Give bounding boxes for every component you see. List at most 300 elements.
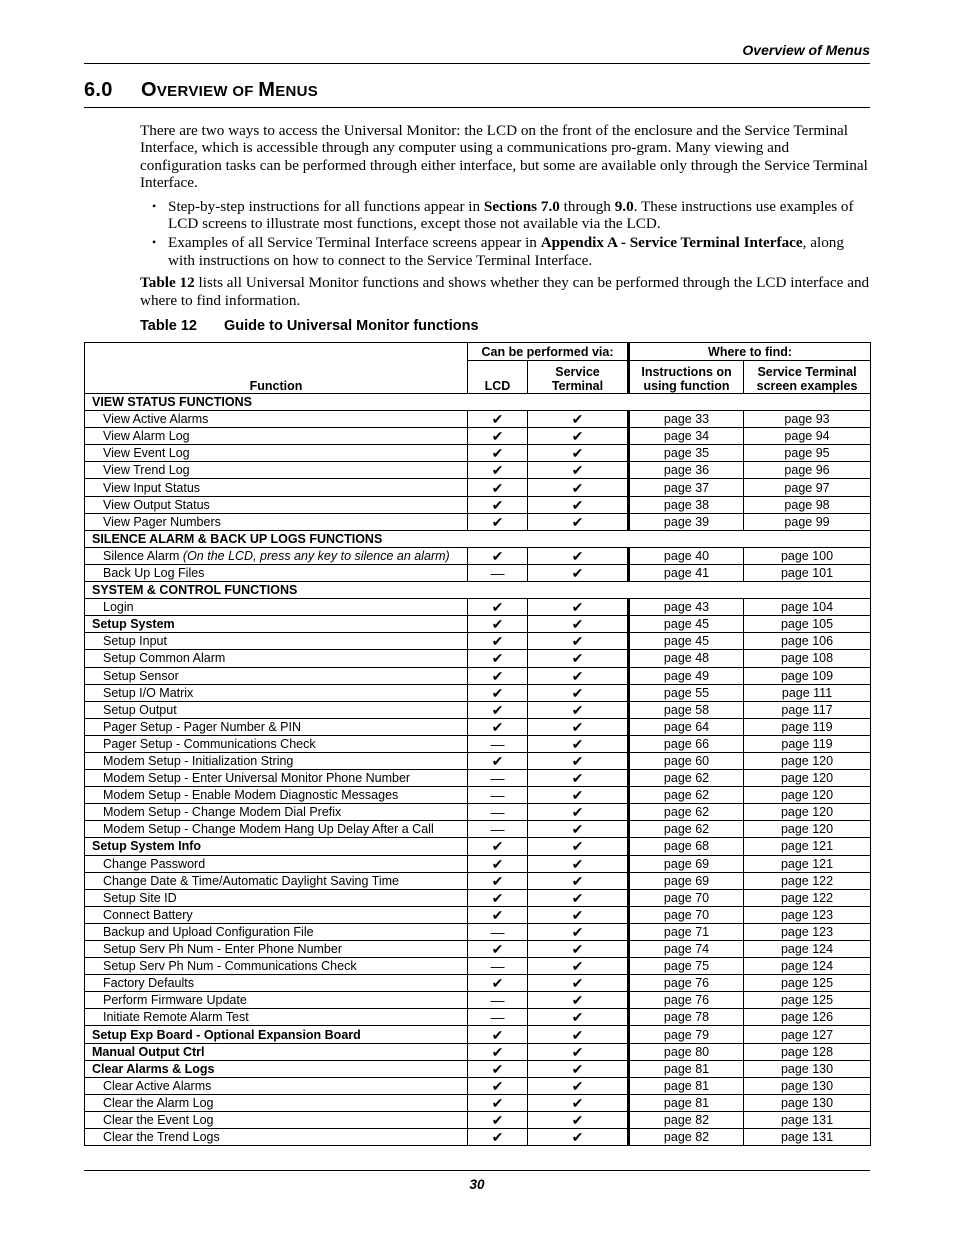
lcd-cell: — bbox=[468, 804, 528, 821]
screen-example-page-cell: page 95 bbox=[744, 445, 871, 462]
function-cell bbox=[85, 513, 468, 530]
service-terminal-cell: ✔ bbox=[528, 428, 629, 445]
instructions-page-cell: page 78 bbox=[629, 1009, 744, 1026]
instructions-page-cell: page 80 bbox=[629, 1043, 744, 1060]
table-row bbox=[85, 855, 871, 872]
header-function: Function bbox=[85, 361, 468, 394]
function-name: Setup Serv Ph Num - Enter Phone Number bbox=[103, 942, 343, 957]
bullet1-text-a: Step-by-step instructions for all functions appear in bbox=[168, 197, 484, 215]
title-rule bbox=[84, 107, 870, 108]
lcd-cell: — bbox=[468, 564, 528, 581]
header-instructions: Instructions on using function bbox=[629, 361, 744, 394]
screen-example-page-cell: page 130 bbox=[744, 1094, 871, 1111]
lcd-cell: ✔ bbox=[468, 684, 528, 701]
lcd-cell: ✔ bbox=[468, 667, 528, 684]
screen-example-page-cell: page 109 bbox=[744, 667, 871, 684]
table-row bbox=[85, 889, 871, 906]
function-name: Setup Input bbox=[103, 634, 167, 649]
screen-example-page-cell: page 131 bbox=[744, 1129, 871, 1146]
function-cell bbox=[85, 667, 468, 684]
screen-example-page-cell: page 99 bbox=[744, 513, 871, 530]
table-row bbox=[85, 1129, 871, 1146]
function-name: Setup Common Alarm bbox=[103, 651, 226, 666]
running-header: Overview of Menus bbox=[742, 42, 870, 58]
function-name: Clear Alarms & Logs bbox=[92, 1061, 215, 1076]
function-cell bbox=[85, 428, 468, 445]
screen-example-page-cell: page 131 bbox=[744, 1111, 871, 1128]
function-cell bbox=[85, 770, 468, 787]
lcd-cell: ✔ bbox=[468, 752, 528, 769]
function-name: Factory Defaults bbox=[103, 976, 195, 991]
function-cell bbox=[85, 1077, 468, 1094]
function-cell bbox=[85, 906, 468, 923]
section-row bbox=[85, 394, 871, 411]
function-cell bbox=[85, 445, 468, 462]
instructions-page-cell: page 81 bbox=[629, 1060, 744, 1077]
table-row bbox=[85, 804, 871, 821]
table-row bbox=[85, 547, 871, 564]
table-row bbox=[85, 1077, 871, 1094]
lcd-cell: — bbox=[468, 992, 528, 1009]
screen-example-page-cell: page 120 bbox=[744, 821, 871, 838]
function-name: Modem Setup - Initialization String bbox=[103, 754, 294, 769]
instructions-page-cell: page 76 bbox=[629, 975, 744, 992]
table-row bbox=[85, 872, 871, 889]
function-name: Back Up Log Files bbox=[103, 565, 205, 580]
table-row bbox=[85, 1009, 871, 1026]
instructions-page-cell: page 33 bbox=[629, 411, 744, 428]
bullet-item bbox=[140, 234, 870, 269]
instructions-page-cell: page 34 bbox=[629, 428, 744, 445]
table-caption bbox=[140, 318, 479, 334]
service-terminal-cell: ✔ bbox=[528, 564, 629, 581]
table-row bbox=[85, 1026, 871, 1043]
instructions-page-cell: page 70 bbox=[629, 906, 744, 923]
lcd-cell: ✔ bbox=[468, 1077, 528, 1094]
service-terminal-cell: ✔ bbox=[528, 599, 629, 616]
table-subheader-row bbox=[85, 361, 871, 394]
function-name: View Trend Log bbox=[103, 463, 190, 478]
screen-example-page-cell: page 128 bbox=[744, 1043, 871, 1060]
instructions-page-cell: page 45 bbox=[629, 616, 744, 633]
body-text bbox=[140, 122, 870, 309]
service-terminal-cell: ✔ bbox=[528, 1060, 629, 1077]
instructions-page-cell: page 75 bbox=[629, 958, 744, 975]
lcd-cell: ✔ bbox=[468, 1094, 528, 1111]
screen-example-page-cell: page 94 bbox=[744, 428, 871, 445]
function-cell bbox=[85, 1094, 468, 1111]
service-terminal-cell: ✔ bbox=[528, 650, 629, 667]
instructions-page-cell: page 55 bbox=[629, 684, 744, 701]
screen-example-page-cell: page 101 bbox=[744, 564, 871, 581]
function-cell bbox=[85, 889, 468, 906]
function-cell bbox=[85, 941, 468, 958]
lcd-cell: ✔ bbox=[468, 599, 528, 616]
instructions-page-cell: page 69 bbox=[629, 872, 744, 889]
lcd-cell: ✔ bbox=[468, 1026, 528, 1043]
function-name: Clear the Event Log bbox=[103, 1112, 214, 1127]
screen-example-page-cell: page 121 bbox=[744, 838, 871, 855]
lcd-cell: ✔ bbox=[468, 411, 528, 428]
instructions-page-cell: page 70 bbox=[629, 889, 744, 906]
function-name: Modem Setup - Change Modem Dial Prefix bbox=[103, 805, 342, 820]
instructions-page-cell: page 48 bbox=[629, 650, 744, 667]
lcd-cell: ✔ bbox=[468, 889, 528, 906]
function-cell bbox=[85, 1026, 468, 1043]
instructions-page-cell: page 81 bbox=[629, 1094, 744, 1111]
instructions-page-cell: page 81 bbox=[629, 1077, 744, 1094]
function-cell bbox=[85, 599, 468, 616]
service-terminal-cell: ✔ bbox=[528, 1111, 629, 1128]
table-row bbox=[85, 599, 871, 616]
function-cell bbox=[85, 1111, 468, 1128]
table-row bbox=[85, 445, 871, 462]
service-terminal-cell: ✔ bbox=[528, 616, 629, 633]
table-row bbox=[85, 958, 871, 975]
instructions-page-cell: page 58 bbox=[629, 701, 744, 718]
function-note: (On the LCD, press any key to silence an alarm) bbox=[182, 548, 450, 563]
screen-example-page-cell: page 98 bbox=[744, 496, 871, 513]
function-cell bbox=[85, 411, 468, 428]
table-row bbox=[85, 787, 871, 804]
lcd-cell: — bbox=[468, 923, 528, 940]
function-name: View Alarm Log bbox=[103, 429, 190, 444]
function-cell bbox=[85, 855, 468, 872]
intro-paragraph: There are two ways to access the Universal Monitor: the LCD on the front of the enclosure and the Service Terminal Interface, which is accessible through any computer using a communications pro-gram. Many viewing and configuration tasks can be performed through either interface, but some are available only through the Service Terminal Interface. bbox=[140, 122, 868, 192]
screen-example-page-cell: page 122 bbox=[744, 889, 871, 906]
lcd-cell: ✔ bbox=[468, 872, 528, 889]
section-title-enus: ENUS bbox=[275, 83, 319, 100]
function-name: Backup and Upload Configuration File bbox=[103, 924, 314, 939]
function-cell bbox=[85, 787, 468, 804]
table-row bbox=[85, 701, 871, 718]
service-terminal-cell: ✔ bbox=[528, 718, 629, 735]
instructions-page-cell: page 69 bbox=[629, 855, 744, 872]
function-cell bbox=[85, 992, 468, 1009]
function-cell bbox=[85, 462, 468, 479]
function-cell bbox=[85, 958, 468, 975]
function-cell bbox=[85, 616, 468, 633]
section-row bbox=[85, 530, 871, 547]
service-terminal-cell: ✔ bbox=[528, 821, 629, 838]
screen-example-page-cell: page 120 bbox=[744, 787, 871, 804]
function-name: Setup Exp Board - Optional Expansion Board bbox=[92, 1027, 361, 1042]
screen-example-page-cell: page 117 bbox=[744, 701, 871, 718]
lcd-cell: ✔ bbox=[468, 513, 528, 530]
section-heading: VIEW STATUS FUNCTIONS bbox=[85, 394, 871, 411]
instructions-page-cell: page 74 bbox=[629, 941, 744, 958]
instructions-page-cell: page 76 bbox=[629, 992, 744, 1009]
function-name: Login bbox=[103, 600, 134, 615]
table-row bbox=[85, 1060, 871, 1077]
table-row bbox=[85, 496, 871, 513]
function-name: Setup Output bbox=[103, 702, 177, 717]
section-heading: SYSTEM & CONTROL FUNCTIONS bbox=[85, 582, 871, 599]
lcd-cell: ✔ bbox=[468, 975, 528, 992]
service-terminal-cell: ✔ bbox=[528, 855, 629, 872]
bullet2-text-c: , along with instructions on how to connect to the Service Terminal Interface. bbox=[168, 234, 844, 269]
function-cell bbox=[85, 1060, 468, 1077]
function-name: Silence Alarm bbox=[103, 548, 183, 563]
screen-example-page-cell: page 121 bbox=[744, 855, 871, 872]
instructions-page-cell: page 64 bbox=[629, 718, 744, 735]
table-row bbox=[85, 1043, 871, 1060]
lcd-cell: — bbox=[468, 770, 528, 787]
instructions-page-cell: page 82 bbox=[629, 1111, 744, 1128]
instructions-page-cell: page 35 bbox=[629, 445, 744, 462]
screen-example-page-cell: page 111 bbox=[744, 684, 871, 701]
service-terminal-cell: ✔ bbox=[528, 411, 629, 428]
lcd-cell: ✔ bbox=[468, 547, 528, 564]
functions-table bbox=[84, 342, 871, 1146]
screen-example-page-cell: page 100 bbox=[744, 547, 871, 564]
function-cell bbox=[85, 479, 468, 496]
bullet2-text-a: Examples of all Service Terminal Interface screens appear in bbox=[168, 234, 541, 252]
function-cell bbox=[85, 804, 468, 821]
function-name: Pager Setup - Communications Check bbox=[103, 736, 316, 751]
header-lcd: LCD bbox=[468, 361, 528, 394]
header-blank bbox=[85, 343, 468, 361]
service-terminal-cell: ✔ bbox=[528, 1043, 629, 1060]
instructions-page-cell: page 79 bbox=[629, 1026, 744, 1043]
service-terminal-cell: ✔ bbox=[528, 752, 629, 769]
instructions-page-cell: page 66 bbox=[629, 735, 744, 752]
instructions-page-cell: page 45 bbox=[629, 633, 744, 650]
bullet1-text-c: through bbox=[559, 197, 615, 215]
instructions-page-cell: page 60 bbox=[629, 752, 744, 769]
service-terminal-cell: ✔ bbox=[528, 684, 629, 701]
table-row bbox=[85, 684, 871, 701]
table-row bbox=[85, 718, 871, 735]
service-terminal-cell: ✔ bbox=[528, 445, 629, 462]
lcd-cell: ✔ bbox=[468, 718, 528, 735]
function-name: View Active Alarms bbox=[103, 412, 209, 427]
instructions-page-cell: page 40 bbox=[629, 547, 744, 564]
function-cell bbox=[85, 821, 468, 838]
table-row bbox=[85, 564, 871, 581]
table-header-row bbox=[85, 343, 871, 361]
section-number: 6.0 bbox=[84, 79, 113, 101]
section-title bbox=[84, 79, 318, 102]
service-terminal-cell: ✔ bbox=[528, 1094, 629, 1111]
instructions-page-cell: page 82 bbox=[629, 1129, 744, 1146]
function-cell bbox=[85, 496, 468, 513]
section-row bbox=[85, 582, 871, 599]
table-row bbox=[85, 1094, 871, 1111]
function-name: View Output Status bbox=[103, 497, 210, 512]
function-cell bbox=[85, 838, 468, 855]
lcd-cell: ✔ bbox=[468, 479, 528, 496]
table-row bbox=[85, 923, 871, 940]
table-row bbox=[85, 616, 871, 633]
function-cell bbox=[85, 718, 468, 735]
bullet-dot: • bbox=[152, 235, 157, 250]
service-terminal-cell: ✔ bbox=[528, 513, 629, 530]
service-terminal-cell: ✔ bbox=[528, 770, 629, 787]
section-9-link: 9.0 bbox=[614, 197, 634, 215]
lcd-cell: — bbox=[468, 1009, 528, 1026]
bullet-dot: • bbox=[152, 198, 157, 213]
screen-example-page-cell: page 119 bbox=[744, 735, 871, 752]
screen-example-page-cell: page 97 bbox=[744, 479, 871, 496]
lcd-cell: ✔ bbox=[468, 633, 528, 650]
service-terminal-cell: ✔ bbox=[528, 872, 629, 889]
function-cell bbox=[85, 923, 468, 940]
instructions-page-cell: page 62 bbox=[629, 821, 744, 838]
service-terminal-cell: ✔ bbox=[528, 958, 629, 975]
service-terminal-cell: ✔ bbox=[528, 1009, 629, 1026]
screen-example-page-cell: page 104 bbox=[744, 599, 871, 616]
function-name: Modem Setup - Change Modem Hang Up Delay After a Call bbox=[103, 822, 434, 837]
table-reference-paragraph bbox=[140, 274, 870, 309]
bullet-list bbox=[140, 198, 870, 270]
table-row bbox=[85, 735, 871, 752]
sections-7-link: Sections 7.0 bbox=[483, 197, 560, 215]
function-name: Clear Active Alarms bbox=[103, 1078, 212, 1093]
function-name: Change Password bbox=[103, 856, 206, 871]
lcd-cell: ✔ bbox=[468, 462, 528, 479]
lcd-cell: ✔ bbox=[468, 650, 528, 667]
header-rule bbox=[84, 63, 870, 64]
instructions-page-cell: page 49 bbox=[629, 667, 744, 684]
section-title-m: M bbox=[258, 79, 276, 101]
header-screen-examples: Service Terminal screen examples bbox=[744, 361, 871, 394]
function-cell bbox=[85, 735, 468, 752]
screen-example-page-cell: page 105 bbox=[744, 616, 871, 633]
screen-example-page-cell: page 124 bbox=[744, 958, 871, 975]
service-terminal-cell: ✔ bbox=[528, 906, 629, 923]
table-row bbox=[85, 428, 871, 445]
header-can-be-performed: Can be performed via: bbox=[468, 343, 629, 361]
instructions-page-cell: page 62 bbox=[629, 770, 744, 787]
table-row bbox=[85, 411, 871, 428]
footer-rule bbox=[84, 1170, 870, 1171]
function-name: Setup System Info bbox=[92, 839, 202, 854]
bullet1-text-e: . These instructions use examples of LCD screens to illustrate most functions, except those not available via the LCD. bbox=[168, 197, 854, 233]
screen-example-page-cell: page 93 bbox=[744, 411, 871, 428]
table-ref-text: lists all Universal Monitor functions and shows whether they can be performed through the LCD interface and where to find information. bbox=[140, 274, 870, 309]
function-cell bbox=[85, 975, 468, 992]
screen-example-page-cell: page 125 bbox=[744, 992, 871, 1009]
lcd-cell: — bbox=[468, 735, 528, 752]
lcd-cell: ✔ bbox=[468, 1129, 528, 1146]
function-cell bbox=[85, 1043, 468, 1060]
service-terminal-cell: ✔ bbox=[528, 496, 629, 513]
function-cell bbox=[85, 564, 468, 581]
lcd-cell: ✔ bbox=[468, 616, 528, 633]
function-cell bbox=[85, 1129, 468, 1146]
screen-example-page-cell: page 126 bbox=[744, 1009, 871, 1026]
screen-example-page-cell: page 106 bbox=[744, 633, 871, 650]
function-name: Clear the Trend Logs bbox=[103, 1130, 220, 1145]
table-row bbox=[85, 770, 871, 787]
service-terminal-cell: ✔ bbox=[528, 923, 629, 940]
screen-example-page-cell: page 125 bbox=[744, 975, 871, 992]
function-cell bbox=[85, 1009, 468, 1026]
lcd-cell: ✔ bbox=[468, 428, 528, 445]
function-cell bbox=[85, 872, 468, 889]
screen-example-page-cell: page 130 bbox=[744, 1077, 871, 1094]
screen-example-page-cell: page 120 bbox=[744, 770, 871, 787]
service-terminal-cell: ✔ bbox=[528, 547, 629, 564]
function-name: View Event Log bbox=[103, 446, 190, 461]
header-service-terminal: Service Terminal bbox=[528, 361, 629, 394]
lcd-cell: ✔ bbox=[468, 1111, 528, 1128]
lcd-cell: ✔ bbox=[468, 855, 528, 872]
lcd-cell: — bbox=[468, 958, 528, 975]
service-terminal-cell: ✔ bbox=[528, 941, 629, 958]
function-name: Setup Site ID bbox=[103, 890, 177, 905]
table-row bbox=[85, 752, 871, 769]
service-terminal-cell: ✔ bbox=[528, 1026, 629, 1043]
function-name: View Pager Numbers bbox=[103, 514, 221, 529]
table-row bbox=[85, 650, 871, 667]
lcd-cell: ✔ bbox=[468, 906, 528, 923]
instructions-page-cell: page 37 bbox=[629, 479, 744, 496]
screen-example-page-cell: page 124 bbox=[744, 941, 871, 958]
function-cell bbox=[85, 650, 468, 667]
function-name: Setup Serv Ph Num - Communications Check bbox=[103, 959, 357, 974]
section-heading: SILENCE ALARM & BACK UP LOGS FUNCTIONS bbox=[85, 530, 871, 547]
function-cell bbox=[85, 752, 468, 769]
service-terminal-cell: ✔ bbox=[528, 735, 629, 752]
function-name: Perform Firmware Update bbox=[103, 993, 247, 1008]
lcd-cell: — bbox=[468, 787, 528, 804]
table-row bbox=[85, 633, 871, 650]
page-number: 30 bbox=[469, 1177, 485, 1192]
service-terminal-cell: ✔ bbox=[528, 479, 629, 496]
function-name: Modem Setup - Enter Universal Monitor Phone Number bbox=[103, 771, 411, 786]
lcd-cell: ✔ bbox=[468, 838, 528, 855]
bullet-item bbox=[140, 198, 870, 233]
table-caption-label: Table 12 bbox=[140, 318, 197, 334]
service-terminal-cell: ✔ bbox=[528, 838, 629, 855]
function-name: Initiate Remote Alarm Test bbox=[103, 1010, 249, 1025]
lcd-cell: — bbox=[468, 821, 528, 838]
function-cell bbox=[85, 547, 468, 564]
function-cell bbox=[85, 684, 468, 701]
service-terminal-cell: ✔ bbox=[528, 462, 629, 479]
lcd-cell: ✔ bbox=[468, 496, 528, 513]
screen-example-page-cell: page 127 bbox=[744, 1026, 871, 1043]
service-terminal-cell: ✔ bbox=[528, 1129, 629, 1146]
table-body bbox=[85, 394, 871, 1146]
table-row bbox=[85, 513, 871, 530]
service-terminal-cell: ✔ bbox=[528, 787, 629, 804]
function-name: Change Date & Time/Automatic Daylight Saving Time bbox=[103, 873, 399, 888]
instructions-page-cell: page 71 bbox=[629, 923, 744, 940]
function-name: View Input Status bbox=[103, 480, 201, 495]
function-name: Setup System bbox=[92, 617, 175, 632]
function-cell bbox=[85, 701, 468, 718]
section-title-verview: VERVIEW OF bbox=[156, 83, 259, 100]
table-caption-title: Guide to Universal Monitor functions bbox=[224, 318, 479, 334]
screen-example-page-cell: page 96 bbox=[744, 462, 871, 479]
service-terminal-cell: ✔ bbox=[528, 701, 629, 718]
service-terminal-cell: ✔ bbox=[528, 804, 629, 821]
instructions-page-cell: page 62 bbox=[629, 804, 744, 821]
screen-example-page-cell: page 123 bbox=[744, 906, 871, 923]
table-row bbox=[85, 667, 871, 684]
service-terminal-cell: ✔ bbox=[528, 667, 629, 684]
service-terminal-cell: ✔ bbox=[528, 633, 629, 650]
screen-example-page-cell: page 120 bbox=[744, 804, 871, 821]
table-row bbox=[85, 838, 871, 855]
instructions-page-cell: page 39 bbox=[629, 513, 744, 530]
section-title-o: O bbox=[141, 79, 157, 101]
lcd-cell: ✔ bbox=[468, 1060, 528, 1077]
function-name: Modem Setup - Enable Modem Diagnostic Messages bbox=[103, 788, 399, 803]
